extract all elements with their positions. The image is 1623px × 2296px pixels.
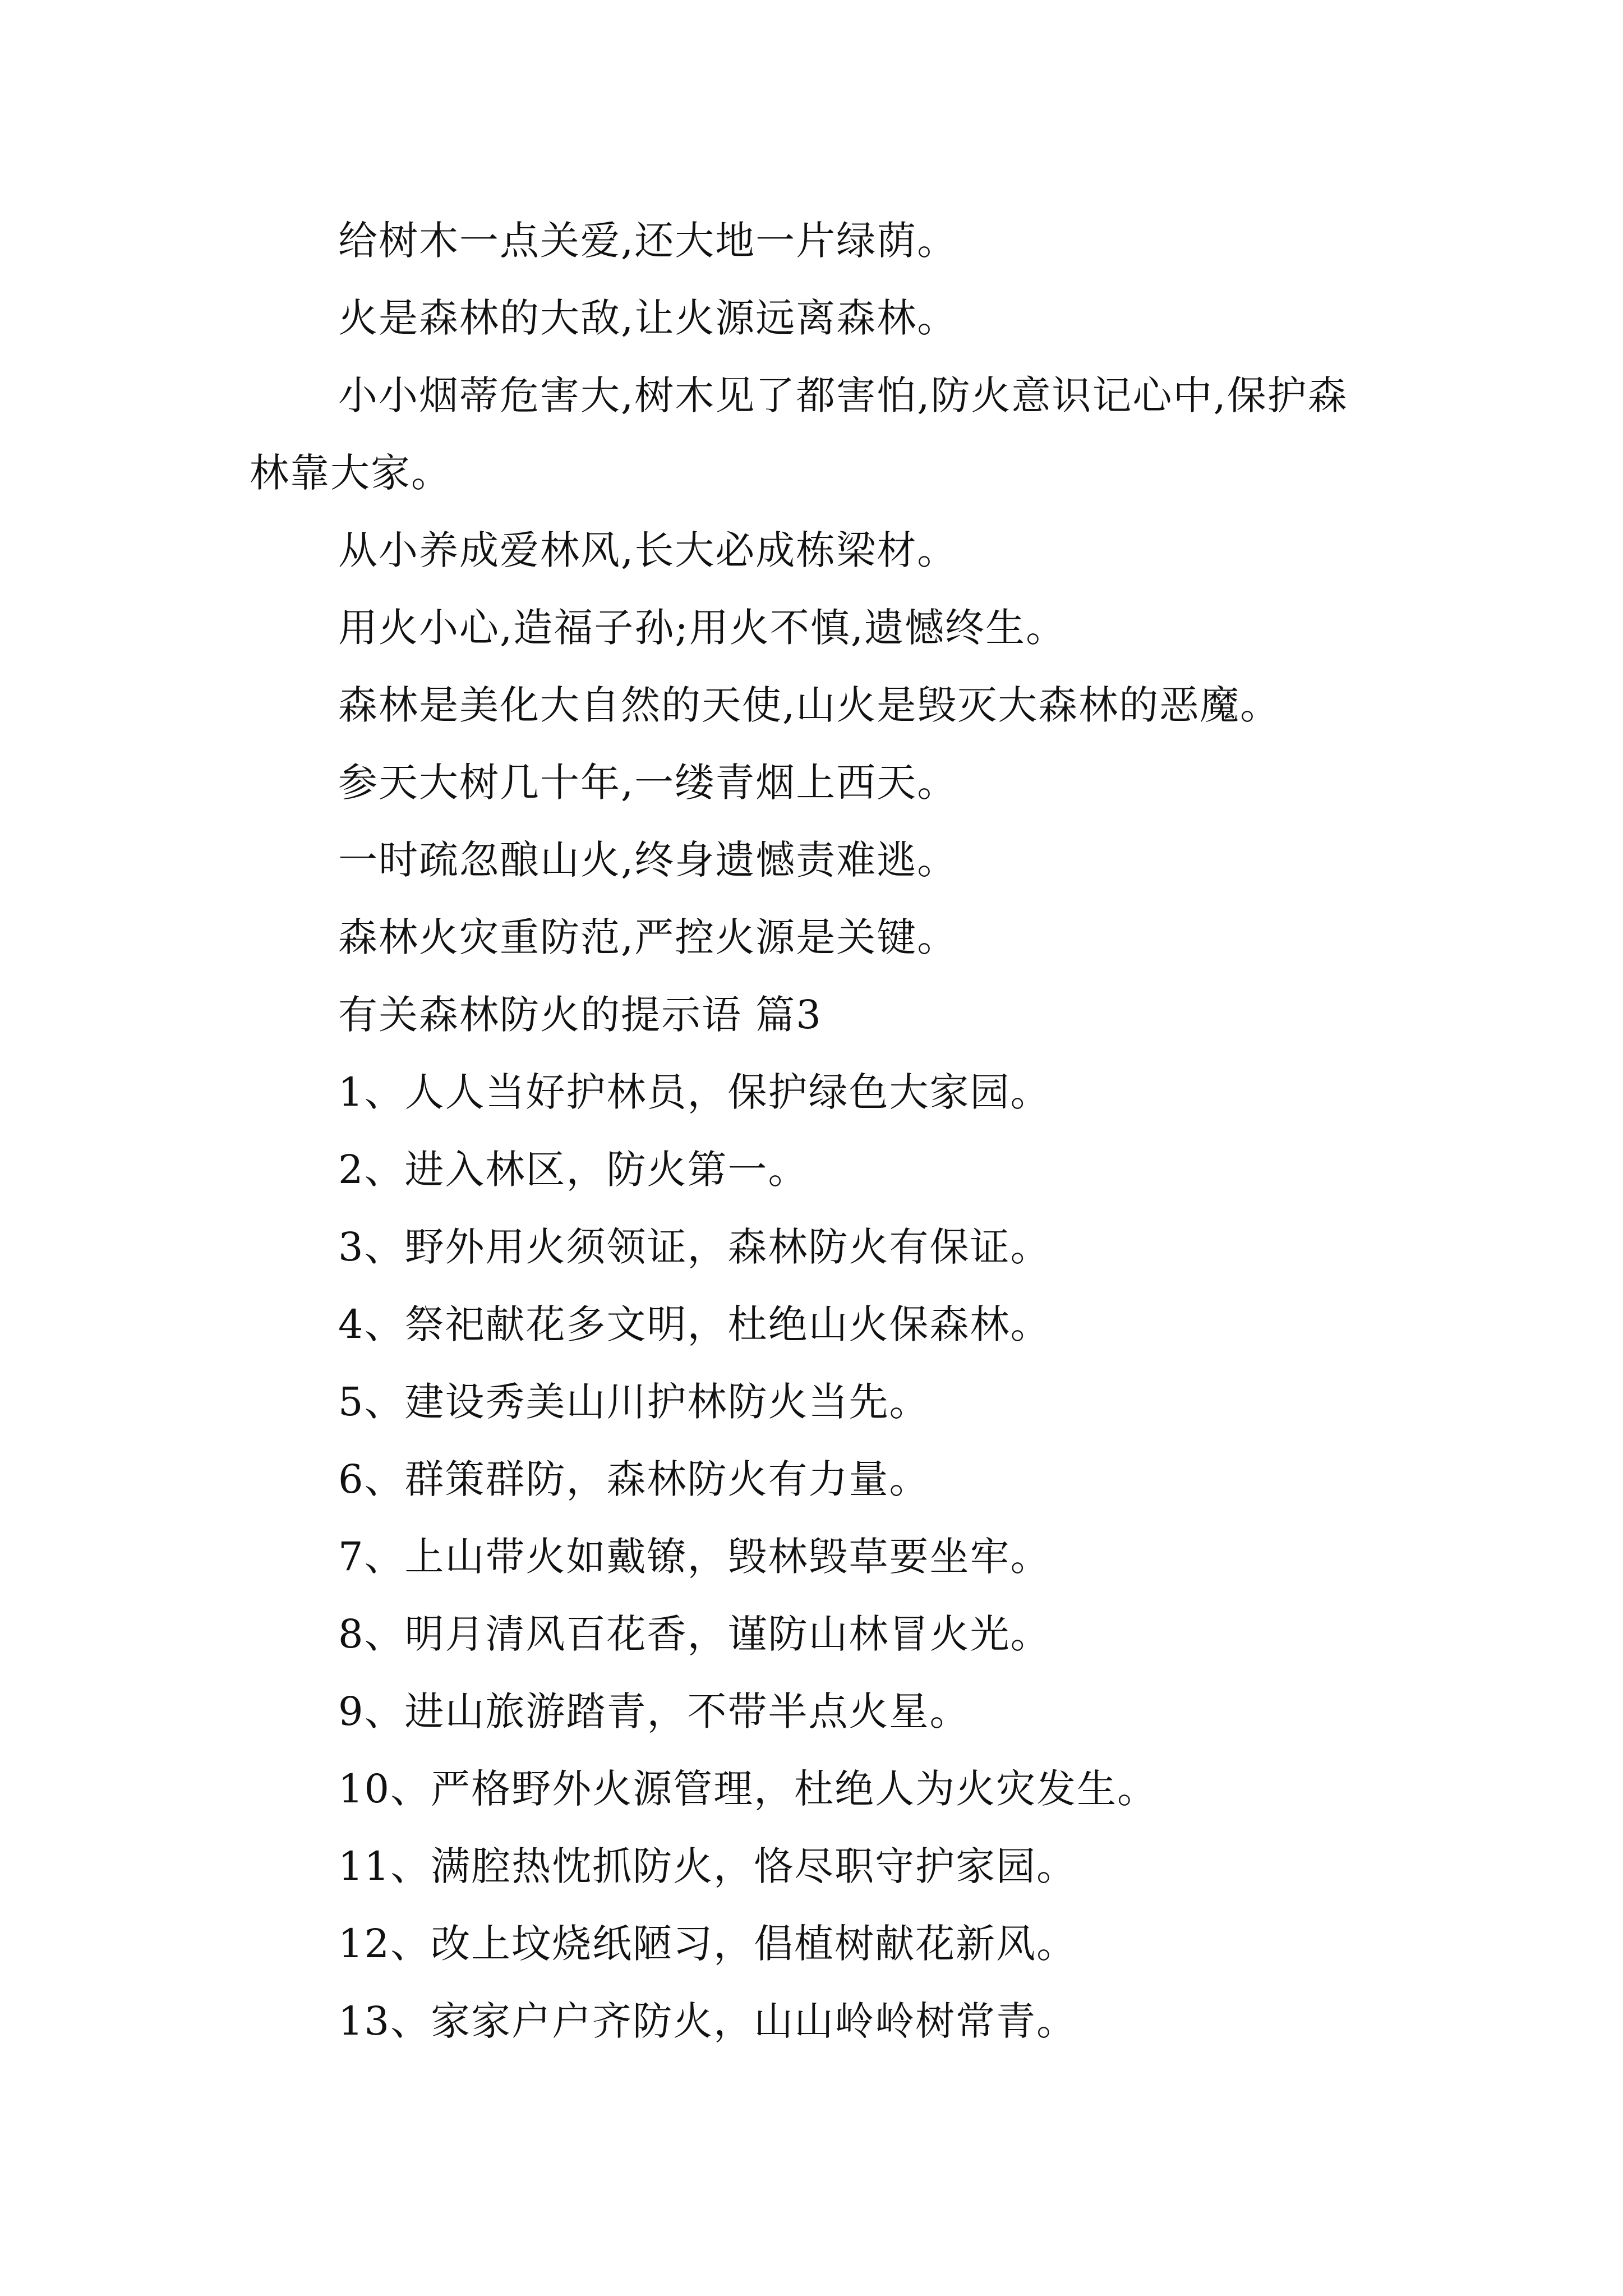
list-item: 6、群策群防，森林防火有力量。 xyxy=(338,1456,930,1502)
list-item: 12、改上坟烧纸陋习，倡植树献花新风。 xyxy=(338,1921,1077,1967)
list-item: 13、家家户户齐防火，山山岭岭树常青。 xyxy=(338,1998,1077,2044)
document-body xyxy=(250,202,1388,2060)
list-item: 2、进入林区，防火第一。 xyxy=(338,1147,809,1193)
list-item: 3、野外用火须领证，森林防火有保证。 xyxy=(338,1224,1051,1270)
paragraph: 小小烟蒂危害大,树木见了都害怕,防火意识记心中,保护森林靠大家。 xyxy=(250,372,1348,496)
paragraph: 用火小心,造福子孙;用火不慎,遗憾终生。 xyxy=(338,605,1067,651)
list-item: 5、建设秀美山川护林防火当先。 xyxy=(338,1379,930,1425)
paragraph: 从小养成爱林风,长大必成栋梁材。 xyxy=(338,527,958,573)
section-title: 有关森林防火的提示语 篇3 xyxy=(338,992,822,1038)
list-item: 9、进山旅游踏青，不带半点火星。 xyxy=(338,1688,970,1734)
list-item: 10、严格野外火源管理，杜绝人为火灾发生。 xyxy=(338,1766,1158,1812)
list-item: 1、人人当好护林员，保护绿色大家园。 xyxy=(338,1069,1051,1115)
paragraph: 森林火灾重防范,严控火源是关键。 xyxy=(338,914,958,960)
paragraph: 一时疏忽酿山火,终身遗憾责难逃。 xyxy=(338,837,958,883)
paragraph: 参天大树几十年,一缕青烟上西天。 xyxy=(338,760,958,806)
list-item: 4、祭祀献花多文明，杜绝山火保森林。 xyxy=(338,1301,1051,1347)
list-item: 11、满腔热忱抓防火，恪尽职守护家园。 xyxy=(338,1843,1077,1889)
paragraph: 森林是美化大自然的天使,山火是毁灭大森林的恶魔。 xyxy=(338,682,1281,728)
paragraph: 给树木一点关爱,还大地一片绿荫。 xyxy=(338,218,958,264)
paragraph: 火是森林的大敌,让火源远离森林。 xyxy=(338,295,958,341)
list-item: 7、上山带火如戴镣，毁林毁草要坐牢。 xyxy=(338,1534,1051,1580)
list-item: 8、明月清风百花香，谨防山林冒火光。 xyxy=(338,1611,1051,1657)
